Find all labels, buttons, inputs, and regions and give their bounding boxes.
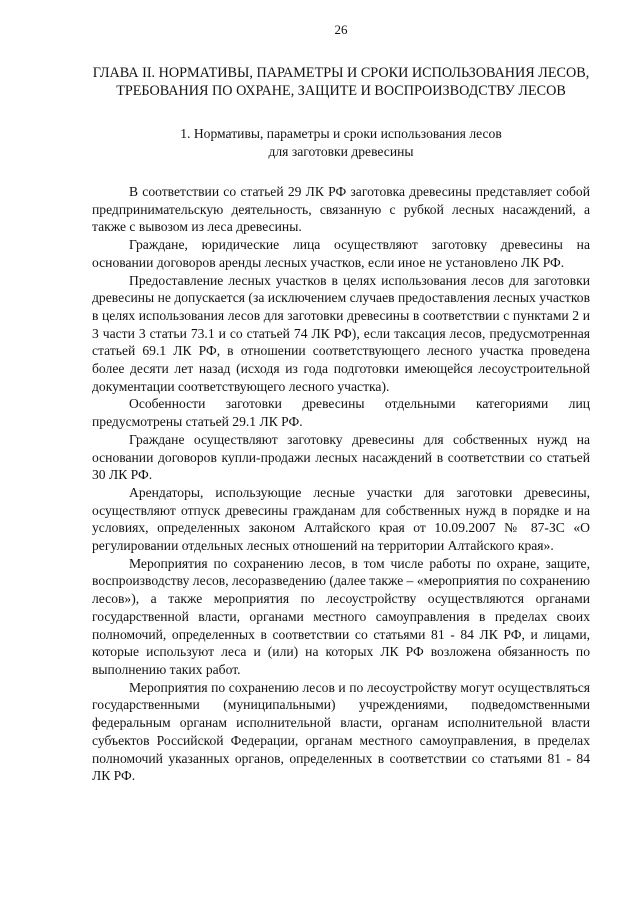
- section-title-line-2: для заготовки древесины: [268, 144, 414, 159]
- page-number: 26: [334, 22, 348, 37]
- section-title: [92, 125, 590, 161]
- section-title-line-1: 1. Нормативы, параметры и сроки использования лесов: [180, 126, 502, 141]
- paragraph-7: Мероприятия по сохранению лесов, в том числе работы по охране, защите, воспроизводству лесов, лесоразведению (далее также – «мероприятия по сохранению лесов»), а также мероприятия по лесоустройству осуществляются органами государственной власти, органами местного самоуправления в пределах своих полномочий, определенных в соответствии со статьями 81 - 84 ЛК РФ, и лицами, которые используют леса и (или) на которых ЛК РФ возложена обязанность по выполнению таких работ.: [92, 555, 590, 677]
- paragraph-3: Предоставление лесных участков в целях использования лесов для заготовки древесины не допускается (за исключением случаев предоставления лесных участков в целях использования лесов для заготовки древесины в соответствии с пунктами 2 и 3 части 3 статьи 73.1 и со статьей 74 ЛК РФ), если таксация лесов, предусмотренная статьей 69.1 ЛК РФ, в отношении соответствующего лесного участка проведена более десяти лет назад (исходя из года подготовки имеющейся лесоустроительной документации соответствующего лесного участка).: [92, 272, 590, 394]
- paragraph-2: Граждане, юридические лица осуществляют заготовку древесины на основании договоров аренды лесных участков, если иное не установлено ЛК РФ.: [92, 237, 590, 270]
- chapter-title: ГЛАВА II. НОРМАТИВЫ, ПАРАМЕТРЫ И СРОКИ ИСПОЛЬЗОВАНИЯ ЛЕСОВ, ТРЕБОВАНИЯ ПО ОХРАНЕ, ЗАЩИТЕ И ВОСПРОИЗВОДСТВУ ЛЕСОВ: [92, 65, 590, 99]
- paragraph-4: Особенности заготовки древесины отдельными категориями лиц предусмотрены статьей 29.1 ЛК РФ.: [92, 396, 590, 430]
- paragraph-8: Мероприятия по сохранению лесов и по лесоустройству могут осуществляться государственными (муниципальными) учреждениями, подведомственными федеральным органам исполнительной власти, органам исполнительной власти субъектов Российской Федерации, органам местного самоуправления, в пределах полномочий указанных органов, определенных в соответствии со статьями 81 - 84 ЛК РФ.: [92, 679, 590, 784]
- paragraph-1: В соответствии со статьей 29 ЛК РФ заготовка древесины представляет собой предпринимательскую деятельность, связанную с рубкой лесных насаждений, а также с вывозом из леса древесины.: [92, 184, 590, 235]
- paragraph-5: Граждане осуществляют заготовку древесины для собственных нужд на основании договоров купли-продажи лесных насаждений в соответствии со статьей 30 ЛК РФ.: [92, 431, 590, 483]
- paragraph-6: Арендаторы, использующие лесные участки для заготовки древесины, осуществляют отпуск древесины гражданам для собственных нужд в порядке и на условиях, определенных законом Алтайского края от 10.09.2007 № 87-ЗС «О регулировании отдельных лесных отношений на территории Алтайского края».: [92, 484, 590, 554]
- body-text: [92, 183, 590, 785]
